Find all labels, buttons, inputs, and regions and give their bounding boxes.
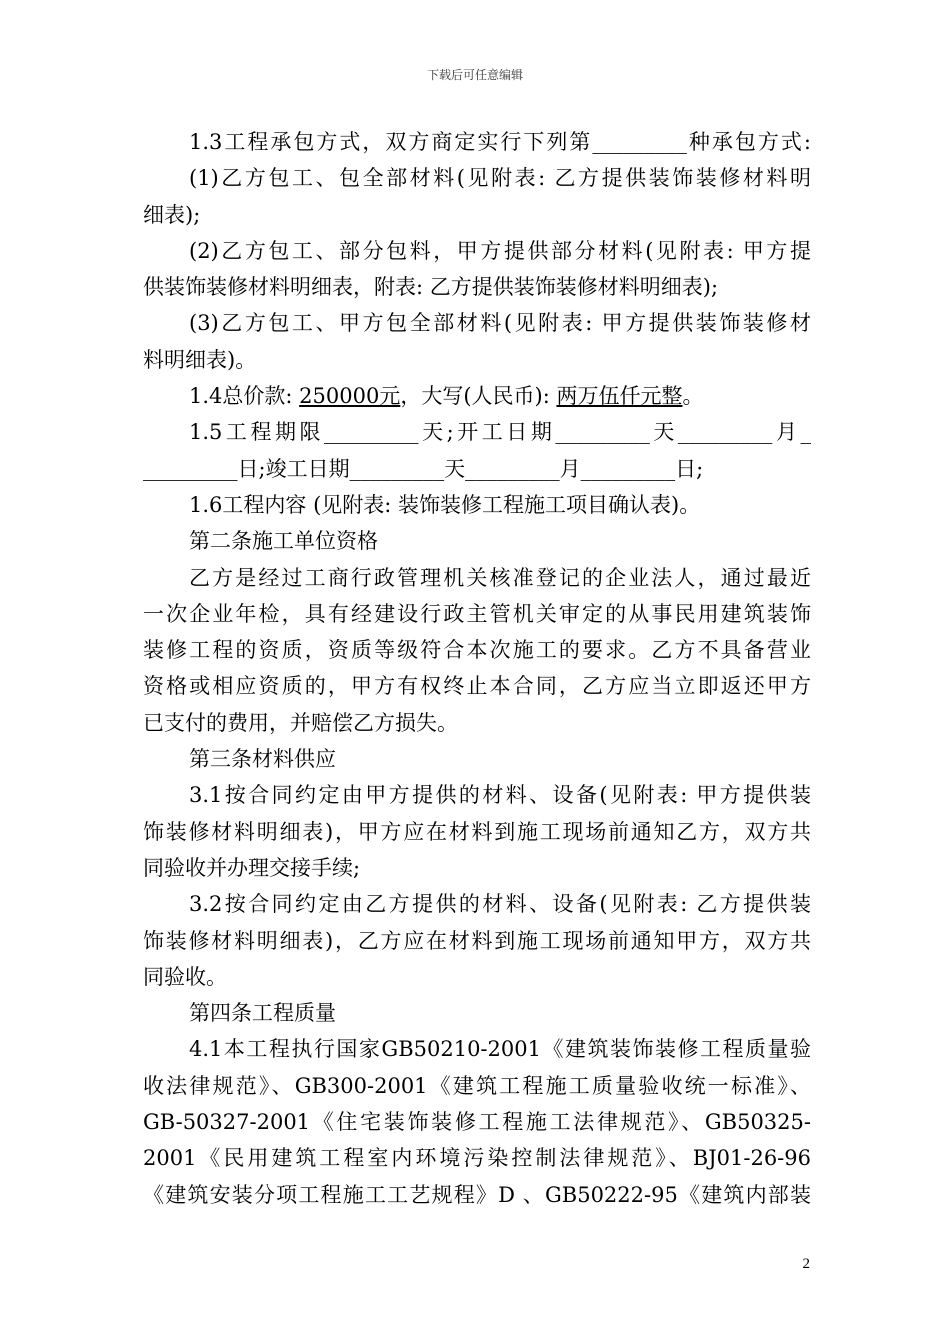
- text-line: GB-50327-2001《住宅装饰装修工程施工法律规范》、GB50325-: [143, 1110, 811, 1135]
- price-amount: 250000元: [299, 384, 401, 409]
- text-line: 第二条施工单位资格: [189, 529, 378, 554]
- text-line: 同验收。: [143, 964, 227, 989]
- text-line: 3.1按合同约定由甲方提供的材料、设备(见附表: 甲方提供装: [189, 783, 811, 808]
- text-line: 饰装修材料明细表)，乙方应在材料到施工现场前通知甲方，双方共: [143, 928, 811, 953]
- text-line: 《建筑安装分项工程施工工艺规程》D 、GB50222-95《建筑内部装: [143, 1182, 811, 1207]
- text-line: 料明细表)。: [143, 347, 257, 372]
- price-end: 。: [682, 384, 704, 409]
- text-line: _________日;竣工日期_________天_________月_________日;: [143, 456, 704, 481]
- text-line: 第四条工程质量: [189, 1001, 336, 1026]
- page-number: 2: [802, 1256, 810, 1272]
- text-line: 细表);: [143, 202, 201, 227]
- text-line: (2)乙方包工、部分包料，甲方提供部分材料(见附表: 甲方提: [189, 238, 811, 263]
- price-mid: ，大写(人民币):: [400, 384, 557, 409]
- text-line: 已支付的费用，并赔偿乙方损失。: [143, 710, 458, 735]
- text-line: 1.5工程期限_________天;开工日期_________天_________月_: [189, 420, 811, 445]
- text-line: 装修工程的资质，资质等级符合本次施工的要求。乙方不具备营业: [143, 638, 811, 663]
- text-line: 一次企业年检，具有经建设行政主管机关审定的从事民用建筑装饰: [143, 601, 811, 626]
- text-line: 4.1本工程执行国家GB50210-2001《建筑装饰装修工程质量验: [189, 1037, 811, 1062]
- text-line: 3.2按合同约定由乙方提供的材料、设备(见附表: 乙方提供装: [189, 892, 811, 917]
- price-label: 1.4总价款:: [189, 384, 300, 409]
- text-line: (1)乙方包工、包全部材料(见附表: 乙方提供装饰装修材料明: [189, 166, 811, 191]
- document-body: [143, 124, 811, 1213]
- page-header: 下载后可任意编辑: [426, 68, 523, 82]
- text-line: 饰装修材料明细表)，甲方应在材料到施工现场前通知乙方，双方共: [143, 819, 811, 844]
- text-line: 1.6工程内容 (见附表: 装饰装修工程施工项目确认表)。: [189, 492, 701, 517]
- text-line: 供装饰装修材料明细表，附表: 乙方提供装饰装修材料明细表);: [143, 275, 719, 300]
- price-line: [143, 378, 811, 414]
- price-words: 两万伍仟元整: [556, 384, 683, 409]
- text-line: 1.3工程承包方式，双方商定实行下列第_________种承包方式:: [189, 130, 811, 154]
- text-line: 资格或相应资质的，甲方有权终止本合同，乙方应当立即返还甲方: [143, 674, 811, 699]
- text-line: (3)乙方包工、甲方包全部材料(见附表: 甲方提供装饰装修材: [189, 311, 811, 336]
- text-line: 第三条材料供应: [189, 747, 336, 772]
- text-line: 同验收并办理交接手续;: [143, 855, 361, 880]
- text-line: 乙方是经过工商行政管理机关核准登记的企业法人，通过最近: [189, 565, 811, 590]
- text-line: 2001《民用建筑工程室内环境污染控制法律规范》、BJ01-26-96: [143, 1146, 811, 1171]
- text-line: 收法律规范》、GB300-2001《建筑工程施工质量验收统一标准》、: [143, 1073, 811, 1098]
